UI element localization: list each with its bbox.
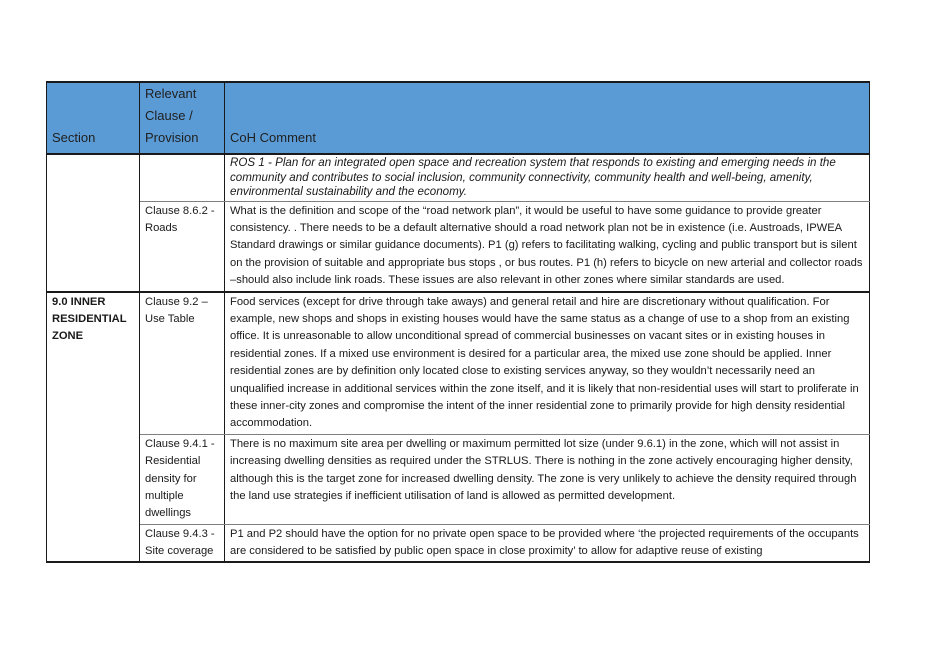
- row-section: [47, 201, 140, 292]
- table-header-row: [47, 82, 870, 154]
- row-clause: [140, 154, 225, 201]
- row-section: [47, 524, 140, 562]
- header-section: Section: [47, 82, 140, 154]
- table-row: [47, 154, 870, 201]
- row-comment: ROS 1 - Plan for an integrated open space and recreation system that responds to existing and emerging needs in the community and contributes to social inclusion, community connectivity, community health and well-being, amenity, environmental sustainability and the economy.: [225, 154, 870, 201]
- row-clause: [140, 524, 225, 562]
- table-row: [47, 292, 870, 435]
- row-clause-text: Clause 9.4.3 - Site coverage: [145, 527, 215, 558]
- row-comment: There is no maximum site area per dwelling or maximum permitted lot size (under 9.6.1) in the zone, which will not assist in increasing dwelling densities as required under the STRLUS. There is nothing in the zone actively encouraging higher density, although this is the target zone for increased dwelling density. The zone is very unlikely to achieve the density required through the land use strategies if inefficient utilisation of land is allowed as permitted development.: [225, 434, 870, 524]
- table-row: [47, 201, 870, 292]
- header-comment: CoH Comment: [225, 82, 870, 154]
- comments-table: [46, 81, 870, 563]
- row-comment: What is the definition and scope of the “road network plan”, it would be useful to have some guidance to provide greater consistency. . There needs to be a default alternative should a road network plan not be in existence (i.e. Austroads, IPWEA Standard drawings or similar guidance documents). P1 (g) refers to facilitating walking, cycling and public transport but is silent on the provision of suitable and appropriate bus stops , or bus routes. P1 (h) refers to bicycle on new arterial and collector roads –should also include link roads. These issues are also relevant in other zones where similar standards are used.: [225, 201, 870, 292]
- row-comment: [225, 524, 870, 562]
- header-clause: Relevant Clause / Provision: [140, 82, 225, 154]
- row-clause: Clause 8.6.2 - Roads: [140, 201, 225, 292]
- row-section: 9.0 INNER RESIDENTIAL ZONE: [47, 292, 140, 435]
- table-row: [47, 524, 870, 562]
- row-comment: Food services (except for drive through take aways) and general retail and hire are discretionary without qualification. For example, new shops and shops in existing houses would have the same status as a change of use to a shop from an existing office. It is unreasonable to allow unconditional spread of commercial businesses on vacant sites or in existing houses in residential zones. If a mixed use environment is desired for a particular area, the mixed use zone should be applied. Inner residential zones are by definition only located close to existing services anyway, so they wouldn’t necessarily need an unqualified increase in additional services within the zone itself, and it is likely that non-residential uses will start to proliferate in these inner-city zones and compromise the intent of the inner residential zone to primarily provide for high density residential accommodation.: [225, 292, 870, 435]
- row-section: [47, 154, 140, 201]
- table-row: [47, 434, 870, 524]
- row-clause: Clause 9.2 – Use Table: [140, 292, 225, 435]
- row-comment-text: P1 and P2 should have the option for no private open space to be provided where ‘the projected requirements of the occupants are considered to be satisfied by public open space in close proximity’ to allow for adaptive reuse of existing: [230, 527, 859, 558]
- row-clause: Clause 9.4.1 - Residential density for multiple dwellings: [140, 434, 225, 524]
- row-section: [47, 434, 140, 524]
